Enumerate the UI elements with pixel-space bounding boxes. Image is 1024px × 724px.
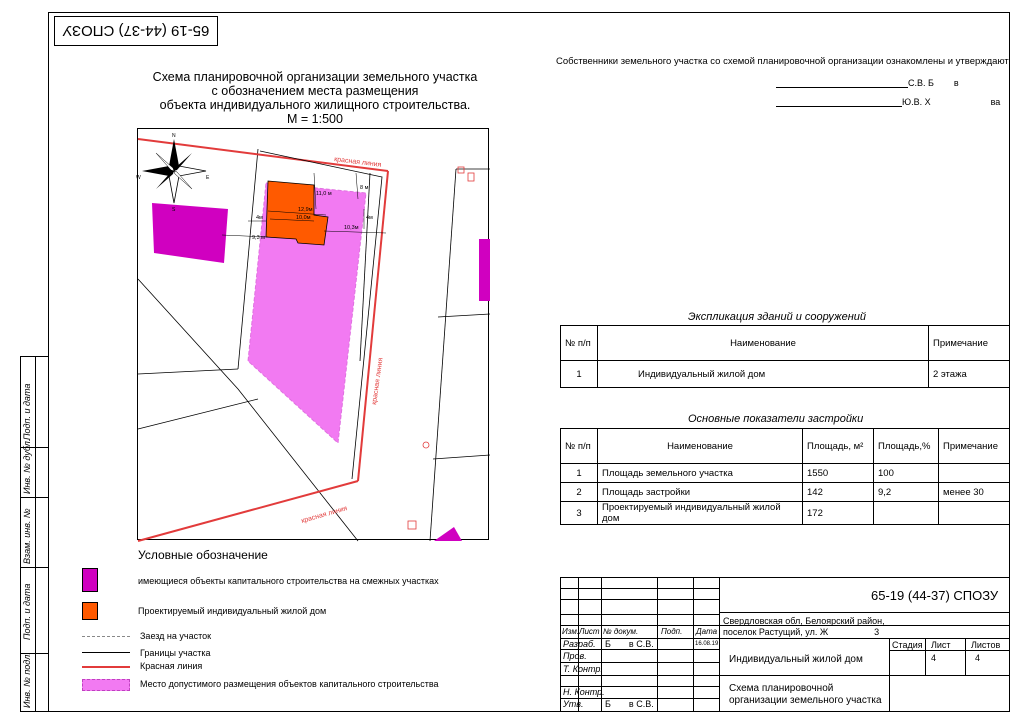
legend-item-red-line: Красная линия [140,661,203,671]
col-sign: Подп. [661,627,683,636]
neighbor-building-1 [152,203,228,263]
legend-swatch-zone [82,679,130,691]
role-tkontr: Т. Контр. [563,664,603,674]
legend-swatch-red-line [82,666,130,668]
site-plan-map [137,128,489,540]
sheets-count: 4 [975,653,981,663]
table-row: 3 Проектируемый индивидуальный жилой дом 172 [561,502,1010,525]
title-block-code: 65-19 (44-37) СПОЗУ [871,588,999,603]
legend-swatch-boundary [82,652,130,653]
legend-title: Условные обозначение [138,548,268,562]
corner-stamp [54,16,218,46]
stage-header: Стадия [892,640,923,650]
table-row: 1 Индивидуальный жилой дом 2 этажа [561,361,1010,388]
date-razrab: 16.08.19 [695,641,719,647]
table-row: 1 Площадь земельного участка 1550 100 [561,464,1010,483]
site-plan-svg [138,129,490,541]
compass-icon [136,133,210,213]
col-docnum: № докум. [603,627,639,636]
drawing-name-1: Схема планировочной [729,683,834,694]
boundary-line-8 [433,455,490,459]
col-izm: Изм. [562,627,580,636]
dim-4m-right: 4м [366,215,373,221]
col-list: Лист [579,627,600,636]
legend-item-house: Проектируемый индивидуальный жилой дом [138,606,327,616]
legend-swatch-entry [82,636,130,637]
owner-2-name: Ю.В. Х [902,97,931,107]
owner-signature-2 [776,97,1000,107]
table-row: 2 Площадь застройки 142 9,2 менее 30 [561,483,1010,502]
title-line-3: объекта индивидуального жилищного строительства. [159,98,471,112]
red-line-label-right: красная линия [371,357,385,406]
role-utv: Утв. [563,699,584,709]
ind-header-area: Площадь, м² [803,429,874,464]
ind-header-num: № п/п [561,429,598,464]
neighbor-building-2 [479,239,490,301]
explication-table [560,325,1010,388]
boundary-line-4 [138,399,258,429]
title-scale: М = 1:500 [287,112,343,126]
legend-item-zone: Место допустимого размещения объектов капитального строительства [140,679,439,689]
dim-10-0: 10,0м [296,215,311,221]
owners-statement: Собственники земельного участка со схемой планировочной организации ознакомлены и утверждают [556,56,1009,67]
owner-signature-1 [776,78,959,88]
role-prov: Пров. [563,651,587,661]
dim-12-9: 12,9м [298,207,313,213]
sheet-number: 4 [931,653,937,663]
legend-item-entry: Заезд на участок [140,631,212,641]
boundary-line-3 [138,369,238,374]
legend-item-neighbor: имеющиеся объекты капитального строительства на смежных участках [138,576,439,586]
explication-caption: Экспликация зданий и сооружений [688,311,867,323]
ind-header-name: Наименование [598,429,803,464]
drawing-name-2: организации земельного участка [729,695,882,706]
legend-item-boundary: Границы участка [140,648,211,658]
expl-header-num: № п/п [561,326,598,361]
compass-w: W [136,175,141,181]
title-line-1: Схема планировочной организации земельного участка [152,70,478,84]
name-utv: Б в С.В. [605,699,654,709]
title-line-2: с обозначением места размещения [211,84,419,98]
owner-1-name: С.В. Б [908,78,934,88]
expl-header-note: Примечание [929,326,1010,361]
side-label-inv-podl: Инв. № подл. [22,652,32,708]
col-date: Дата [696,627,718,636]
red-line-label-bottom: красная линия [300,505,349,525]
indicators-caption: Основные показатели застройки [688,413,864,425]
neighbor-building-3 [434,527,462,541]
role-nkontr: Н. Контр. [563,687,605,697]
compass-n: N [172,133,176,139]
drawing-title [150,70,480,126]
dim-11m: 11,0 м [316,191,332,197]
dim-10-3: 10,3м [344,225,359,231]
sheets-header: Листов [971,640,1001,650]
legend-swatch-house [82,602,98,620]
owner-1-tail: в [953,78,959,88]
side-label-podp-data-2: Подп. и дата [22,383,32,440]
side-label-vzam-inv: Взам. инв. № [22,508,32,564]
red-line-label-top: красная линия [333,156,382,169]
legend-swatch-neighbor [82,568,98,592]
expl-header-name: Наименование [598,326,929,361]
boundary-line-5 [430,169,456,541]
side-label-podp-data-1: Подп. и дата [22,583,32,640]
indicators-table [560,428,1010,525]
title-block-address-1: Свердловская обл, Белоярский район, [723,616,885,626]
title-block [560,577,1010,712]
role-razrab: Разраб. [563,639,596,649]
side-label-inv-dubl: Инв. № дубл. [22,438,32,494]
compass-s: S [172,207,176,213]
sheet-header: Лист [931,640,951,650]
ind-header-percent: Площадь,% [874,429,939,464]
corner-stamp-text: 65-19 (44-37) СПОЗУ [62,22,210,40]
dim-8m: 8 м [360,185,369,191]
title-block-address-2: поселок Растущий, ул. Ж 3 [723,627,880,637]
name-razrab: Б в С.В. [605,639,654,649]
owner-2-tail: ва [990,97,1001,107]
object-name: Индивидуальный жилой дом [729,654,863,665]
compass-e: E [206,175,210,181]
ind-header-note: Примечание [939,429,1010,464]
dim-4m-left: 4м [256,215,263,221]
dim-9-3: 9,3 м [252,235,265,241]
